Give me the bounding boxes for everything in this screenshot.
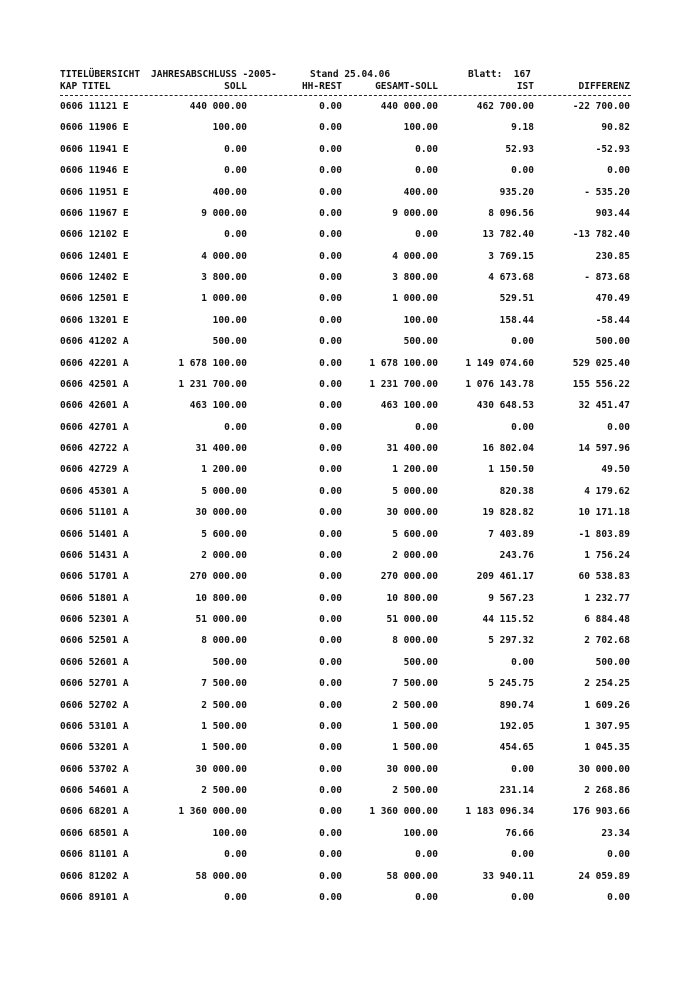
cell-ist: 0.00 bbox=[511, 891, 534, 903]
cell-soll: 2 000.00 bbox=[201, 549, 247, 561]
cell-hhrest: 0.00 bbox=[319, 207, 342, 219]
cell-soll: 7 500.00 bbox=[201, 678, 247, 690]
cell-hhrest: 0.00 bbox=[319, 635, 342, 647]
cell-ist: 5 297.32 bbox=[488, 635, 534, 647]
cell-soll: 1 231 700.00 bbox=[178, 378, 247, 390]
cell-soll: 2 500.00 bbox=[201, 699, 247, 711]
cell-titel: 0606 51101 A bbox=[60, 507, 129, 519]
cell-titel: 0606 42501 A bbox=[60, 378, 129, 390]
cell-gesamtsoll: 10 800.00 bbox=[386, 592, 438, 604]
cell-hhrest: 0.00 bbox=[319, 806, 342, 818]
cell-ist: 9.18 bbox=[511, 122, 534, 134]
col-header-gesamtsoll: GESAMT-SOLL bbox=[375, 81, 438, 92]
cell-differenz: 30 000.00 bbox=[578, 763, 630, 775]
cell-gesamtsoll: 1 200.00 bbox=[392, 464, 438, 476]
table-row bbox=[0, 593, 700, 614]
cell-ist: 243.76 bbox=[499, 549, 534, 561]
table-row bbox=[0, 571, 700, 592]
cell-titel: 0606 11951 E bbox=[60, 186, 129, 198]
table-row bbox=[0, 187, 700, 208]
cell-gesamtsoll: 31 400.00 bbox=[386, 443, 438, 454]
cell-gesamtsoll: 7 500.00 bbox=[392, 678, 438, 690]
cell-gesamtsoll: 58 000.00 bbox=[386, 870, 438, 882]
cell-gesamtsoll: 30 000.00 bbox=[386, 507, 438, 519]
cell-differenz: 529 025.40 bbox=[572, 357, 630, 369]
report-name: JAHRESABSCHLUSS -2005- bbox=[151, 69, 277, 80]
cell-differenz: 23.34 bbox=[601, 827, 630, 839]
cell-differenz: -52.93 bbox=[595, 143, 630, 155]
table-row bbox=[0, 358, 700, 379]
cell-hhrest: 0.00 bbox=[319, 763, 342, 775]
table-row bbox=[0, 293, 700, 314]
cell-soll: 1 360 000.00 bbox=[178, 806, 247, 818]
table-row bbox=[0, 678, 700, 699]
cell-titel: 0606 11967 E bbox=[60, 207, 129, 219]
cell-differenz: - 873.68 bbox=[584, 272, 630, 283]
cell-gesamtsoll: 51 000.00 bbox=[386, 614, 438, 625]
cell-gesamtsoll: 1 500.00 bbox=[392, 742, 438, 754]
cell-hhrest: 0.00 bbox=[319, 742, 342, 754]
cell-gesamtsoll: 9 000.00 bbox=[392, 207, 438, 219]
cell-ist: 0.00 bbox=[511, 336, 534, 348]
cell-titel: 0606 42729 A bbox=[60, 464, 129, 476]
table-row bbox=[0, 806, 700, 827]
cell-titel: 0606 11906 E bbox=[60, 122, 129, 134]
cell-differenz: - 535.20 bbox=[584, 186, 630, 198]
cell-gesamtsoll: 500.00 bbox=[403, 656, 438, 668]
cell-soll: 500.00 bbox=[212, 656, 247, 668]
cell-differenz: 2 702.68 bbox=[584, 635, 630, 647]
cell-gesamtsoll: 2 500.00 bbox=[392, 785, 438, 796]
cell-gesamtsoll: 440 000.00 bbox=[380, 101, 438, 112]
table-row bbox=[0, 208, 700, 229]
cell-soll: 100.00 bbox=[212, 314, 247, 326]
cell-titel: 0606 81202 A bbox=[60, 870, 129, 882]
cell-hhrest: 0.00 bbox=[319, 656, 342, 668]
cell-differenz: 0.00 bbox=[607, 421, 630, 433]
cell-ist: 1 149 074.60 bbox=[465, 357, 534, 369]
cell-gesamtsoll: 400.00 bbox=[403, 186, 438, 198]
cell-gesamtsoll: 100.00 bbox=[403, 122, 438, 134]
page-number: Blatt: 167 bbox=[468, 69, 531, 80]
cell-differenz: 2 254.25 bbox=[584, 678, 630, 690]
cell-gesamtsoll: 0.00 bbox=[415, 421, 438, 433]
cell-soll: 1 678 100.00 bbox=[178, 357, 247, 369]
table-row bbox=[0, 400, 700, 421]
cell-ist: 529.51 bbox=[499, 293, 534, 305]
cell-soll: 0.00 bbox=[224, 229, 247, 241]
cell-ist: 1 150.50 bbox=[488, 464, 534, 476]
cell-hhrest: 0.00 bbox=[319, 849, 342, 861]
cell-differenz: 1 307.95 bbox=[584, 720, 630, 732]
cell-titel: 0606 54601 A bbox=[60, 785, 129, 796]
cell-differenz: -13 782.40 bbox=[572, 229, 630, 241]
cell-differenz: 500.00 bbox=[595, 336, 630, 348]
cell-ist: 5 245.75 bbox=[488, 678, 534, 690]
cell-differenz: 49.50 bbox=[601, 464, 630, 476]
cell-ist: 76.66 bbox=[505, 827, 534, 839]
cell-hhrest: 0.00 bbox=[319, 250, 342, 262]
cell-ist: 9 567.23 bbox=[488, 592, 534, 604]
cell-titel: 0606 53101 A bbox=[60, 720, 129, 732]
cell-gesamtsoll: 1 678 100.00 bbox=[369, 357, 438, 369]
table-row bbox=[0, 144, 700, 165]
cell-soll: 1 500.00 bbox=[201, 742, 247, 754]
cell-ist: 0.00 bbox=[511, 763, 534, 775]
cell-ist: 158.44 bbox=[499, 314, 534, 326]
cell-soll: 270 000.00 bbox=[189, 571, 247, 583]
table-row bbox=[0, 443, 700, 464]
cell-titel: 0606 12402 E bbox=[60, 272, 129, 283]
cell-ist: 13 782.40 bbox=[482, 229, 534, 241]
cell-ist: 33 940.11 bbox=[482, 870, 534, 882]
cell-ist: 0.00 bbox=[511, 656, 534, 668]
cell-hhrest: 0.00 bbox=[319, 143, 342, 155]
cell-ist: 0.00 bbox=[511, 165, 534, 177]
cell-soll: 100.00 bbox=[212, 827, 247, 839]
cell-differenz: 0.00 bbox=[607, 891, 630, 903]
cell-hhrest: 0.00 bbox=[319, 528, 342, 540]
cell-soll: 100.00 bbox=[212, 122, 247, 134]
cell-differenz: 500.00 bbox=[595, 656, 630, 668]
cell-soll: 31 400.00 bbox=[195, 443, 247, 454]
cell-soll: 0.00 bbox=[224, 849, 247, 861]
cell-hhrest: 0.00 bbox=[319, 122, 342, 134]
table-row bbox=[0, 507, 700, 528]
cell-titel: 0606 53702 A bbox=[60, 763, 129, 775]
cell-ist: 454.65 bbox=[499, 742, 534, 754]
col-header-kap: KAP bbox=[60, 81, 78, 92]
cell-hhrest: 0.00 bbox=[319, 891, 342, 903]
cell-ist: 0.00 bbox=[511, 421, 534, 433]
table-row bbox=[0, 721, 700, 742]
report-date: Stand 25.04.06 bbox=[310, 69, 391, 80]
cell-titel: 0606 45301 A bbox=[60, 485, 129, 497]
cell-ist: 3 769.15 bbox=[488, 250, 534, 262]
cell-hhrest: 0.00 bbox=[319, 827, 342, 839]
table-row bbox=[0, 165, 700, 186]
cell-hhrest: 0.00 bbox=[319, 421, 342, 433]
cell-titel: 0606 42201 A bbox=[60, 357, 129, 369]
cell-gesamtsoll: 100.00 bbox=[403, 314, 438, 326]
cell-ist: 935.20 bbox=[499, 186, 534, 198]
cell-ist: 430 648.53 bbox=[476, 400, 534, 412]
cell-differenz: 32 451.47 bbox=[578, 400, 630, 412]
table-row bbox=[0, 336, 700, 357]
table-row bbox=[0, 379, 700, 400]
report-title: TITELÜBERSICHT bbox=[60, 69, 141, 80]
table-row bbox=[0, 101, 700, 122]
cell-hhrest: 0.00 bbox=[319, 400, 342, 412]
cell-differenz: 230.85 bbox=[595, 250, 630, 262]
table-row bbox=[0, 251, 700, 272]
cell-gesamtsoll: 0.00 bbox=[415, 165, 438, 177]
table-row bbox=[0, 785, 700, 806]
report-table-body bbox=[0, 101, 700, 913]
table-row bbox=[0, 422, 700, 443]
cell-soll: 30 000.00 bbox=[195, 507, 247, 519]
cell-hhrest: 0.00 bbox=[319, 101, 342, 112]
cell-titel: 0606 51701 A bbox=[60, 571, 129, 583]
cell-soll: 58 000.00 bbox=[195, 870, 247, 882]
cell-soll: 0.00 bbox=[224, 165, 247, 177]
table-row bbox=[0, 828, 700, 849]
cell-titel: 0606 51401 A bbox=[60, 528, 129, 540]
cell-ist: 19 828.82 bbox=[482, 507, 534, 519]
col-header-titel: TITEL bbox=[82, 81, 111, 92]
cell-hhrest: 0.00 bbox=[319, 571, 342, 583]
cell-ist: 44 115.52 bbox=[482, 614, 534, 625]
table-row bbox=[0, 315, 700, 336]
cell-soll: 1 500.00 bbox=[201, 720, 247, 732]
table-row bbox=[0, 464, 700, 485]
cell-differenz: 903.44 bbox=[595, 207, 630, 219]
cell-hhrest: 0.00 bbox=[319, 699, 342, 711]
table-row bbox=[0, 529, 700, 550]
table-row bbox=[0, 272, 700, 293]
cell-soll: 8 000.00 bbox=[201, 635, 247, 647]
cell-soll: 0.00 bbox=[224, 421, 247, 433]
cell-titel: 0606 11941 E bbox=[60, 143, 129, 155]
cell-ist: 16 802.04 bbox=[482, 443, 534, 454]
cell-differenz: 176 903.66 bbox=[572, 806, 630, 818]
cell-hhrest: 0.00 bbox=[319, 314, 342, 326]
cell-differenz: 0.00 bbox=[607, 165, 630, 177]
table-row bbox=[0, 764, 700, 785]
cell-soll: 2 500.00 bbox=[201, 785, 247, 796]
cell-gesamtsoll: 2 500.00 bbox=[392, 699, 438, 711]
cell-gesamtsoll: 0.00 bbox=[415, 849, 438, 861]
cell-soll: 10 800.00 bbox=[195, 592, 247, 604]
cell-titel: 0606 53201 A bbox=[60, 742, 129, 754]
cell-soll: 5 600.00 bbox=[201, 528, 247, 540]
cell-differenz: 2 268.86 bbox=[584, 785, 630, 796]
cell-gesamtsoll: 5 000.00 bbox=[392, 485, 438, 497]
cell-titel: 0606 42601 A bbox=[60, 400, 129, 412]
cell-soll: 463 100.00 bbox=[189, 400, 247, 412]
cell-ist: 52.93 bbox=[505, 143, 534, 155]
cell-ist: 7 403.89 bbox=[488, 528, 534, 540]
cell-differenz: 90.82 bbox=[601, 122, 630, 134]
cell-ist: 209 461.17 bbox=[476, 571, 534, 583]
cell-titel: 0606 89101 A bbox=[60, 891, 129, 903]
cell-soll: 0.00 bbox=[224, 143, 247, 155]
cell-hhrest: 0.00 bbox=[319, 336, 342, 348]
cell-gesamtsoll: 100.00 bbox=[403, 827, 438, 839]
col-header-ist: IST bbox=[516, 81, 534, 92]
column-headers bbox=[0, 81, 700, 93]
cell-gesamtsoll: 1 231 700.00 bbox=[369, 378, 438, 390]
cell-differenz: -22 700.00 bbox=[572, 101, 630, 112]
cell-hhrest: 0.00 bbox=[319, 293, 342, 305]
cell-gesamtsoll: 0.00 bbox=[415, 143, 438, 155]
cell-soll: 440 000.00 bbox=[189, 101, 247, 112]
cell-differenz: -58.44 bbox=[595, 314, 630, 326]
cell-soll: 400.00 bbox=[212, 186, 247, 198]
cell-differenz: 6 884.48 bbox=[584, 614, 630, 625]
cell-titel: 0606 12401 E bbox=[60, 250, 129, 262]
cell-soll: 1 000.00 bbox=[201, 293, 247, 305]
cell-titel: 0606 68501 A bbox=[60, 827, 129, 839]
cell-gesamtsoll: 1 000.00 bbox=[392, 293, 438, 305]
table-row bbox=[0, 229, 700, 250]
table-row bbox=[0, 550, 700, 571]
cell-differenz: 24 059.89 bbox=[578, 870, 630, 882]
table-row bbox=[0, 700, 700, 721]
col-header-hhrest: HH-REST bbox=[301, 81, 342, 92]
cell-hhrest: 0.00 bbox=[319, 378, 342, 390]
cell-differenz: 14 597.96 bbox=[578, 443, 630, 454]
col-header-differenz: DIFFERENZ bbox=[578, 81, 630, 92]
cell-hhrest: 0.00 bbox=[319, 592, 342, 604]
cell-titel: 0606 11946 E bbox=[60, 165, 129, 177]
cell-gesamtsoll: 500.00 bbox=[403, 336, 438, 348]
table-row bbox=[0, 635, 700, 656]
cell-gesamtsoll: 1 360 000.00 bbox=[369, 806, 438, 818]
cell-soll: 500.00 bbox=[212, 336, 247, 348]
cell-soll: 51 000.00 bbox=[195, 614, 247, 625]
cell-ist: 4 673.68 bbox=[488, 272, 534, 283]
cell-soll: 1 200.00 bbox=[201, 464, 247, 476]
cell-differenz: 1 232.77 bbox=[584, 592, 630, 604]
cell-hhrest: 0.00 bbox=[319, 614, 342, 625]
col-header-soll: SOLL bbox=[224, 81, 247, 92]
cell-differenz: -1 803.89 bbox=[578, 528, 630, 540]
cell-soll: 3 800.00 bbox=[201, 272, 247, 283]
table-row bbox=[0, 657, 700, 678]
cell-hhrest: 0.00 bbox=[319, 272, 342, 283]
cell-titel: 0606 42701 A bbox=[60, 421, 129, 433]
cell-gesamtsoll: 0.00 bbox=[415, 229, 438, 241]
cell-hhrest: 0.00 bbox=[319, 678, 342, 690]
cell-differenz: 10 171.18 bbox=[578, 507, 630, 519]
cell-hhrest: 0.00 bbox=[319, 443, 342, 454]
cell-titel: 0606 52501 A bbox=[60, 635, 129, 647]
cell-ist: 890.74 bbox=[499, 699, 534, 711]
cell-differenz: 4 179.62 bbox=[584, 485, 630, 497]
cell-differenz: 60 538.83 bbox=[578, 571, 630, 583]
cell-hhrest: 0.00 bbox=[319, 720, 342, 732]
cell-titel: 0606 42722 A bbox=[60, 443, 129, 454]
cell-differenz: 0.00 bbox=[607, 849, 630, 861]
cell-titel: 0606 51431 A bbox=[60, 549, 129, 561]
cell-titel: 0606 12501 E bbox=[60, 293, 129, 305]
cell-titel: 0606 52601 A bbox=[60, 656, 129, 668]
cell-soll: 0.00 bbox=[224, 891, 247, 903]
cell-ist: 0.00 bbox=[511, 849, 534, 861]
cell-ist: 1 183 096.34 bbox=[465, 806, 534, 818]
cell-titel: 0606 52701 A bbox=[60, 678, 129, 690]
cell-gesamtsoll: 0.00 bbox=[415, 891, 438, 903]
cell-ist: 462 700.00 bbox=[476, 101, 534, 112]
header-separator bbox=[60, 95, 631, 96]
report-header-line-1 bbox=[0, 69, 700, 81]
cell-titel: 0606 51801 A bbox=[60, 592, 129, 604]
cell-ist: 1 076 143.78 bbox=[465, 378, 534, 390]
cell-ist: 820.38 bbox=[499, 485, 534, 497]
cell-hhrest: 0.00 bbox=[319, 507, 342, 519]
cell-soll: 9 000.00 bbox=[201, 207, 247, 219]
cell-ist: 192.05 bbox=[499, 720, 534, 732]
table-row bbox=[0, 871, 700, 892]
cell-gesamtsoll: 8 000.00 bbox=[392, 635, 438, 647]
cell-hhrest: 0.00 bbox=[319, 229, 342, 241]
cell-soll: 5 000.00 bbox=[201, 485, 247, 497]
table-row bbox=[0, 892, 700, 913]
cell-hhrest: 0.00 bbox=[319, 186, 342, 198]
table-row bbox=[0, 742, 700, 763]
cell-hhrest: 0.00 bbox=[319, 785, 342, 796]
cell-titel: 0606 41202 A bbox=[60, 336, 129, 348]
cell-differenz: 1 756.24 bbox=[584, 549, 630, 561]
cell-gesamtsoll: 4 000.00 bbox=[392, 250, 438, 262]
cell-gesamtsoll: 3 800.00 bbox=[392, 272, 438, 283]
cell-hhrest: 0.00 bbox=[319, 165, 342, 177]
cell-titel: 0606 52702 A bbox=[60, 699, 129, 711]
cell-gesamtsoll: 2 000.00 bbox=[392, 549, 438, 561]
cell-titel: 0606 12102 E bbox=[60, 229, 129, 241]
cell-hhrest: 0.00 bbox=[319, 357, 342, 369]
cell-gesamtsoll: 463 100.00 bbox=[380, 400, 438, 412]
cell-differenz: 1 045.35 bbox=[584, 742, 630, 754]
cell-gesamtsoll: 1 500.00 bbox=[392, 720, 438, 732]
cell-gesamtsoll: 5 600.00 bbox=[392, 528, 438, 540]
cell-soll: 30 000.00 bbox=[195, 763, 247, 775]
table-row bbox=[0, 849, 700, 870]
cell-hhrest: 0.00 bbox=[319, 870, 342, 882]
cell-ist: 8 096.56 bbox=[488, 207, 534, 219]
cell-differenz: 1 609.26 bbox=[584, 699, 630, 711]
cell-titel: 0606 52301 A bbox=[60, 614, 129, 625]
cell-differenz: 155 556.22 bbox=[572, 378, 630, 390]
cell-hhrest: 0.00 bbox=[319, 464, 342, 476]
table-row bbox=[0, 486, 700, 507]
cell-gesamtsoll: 270 000.00 bbox=[380, 571, 438, 583]
cell-hhrest: 0.00 bbox=[319, 485, 342, 497]
cell-titel: 0606 81101 A bbox=[60, 849, 129, 861]
cell-gesamtsoll: 30 000.00 bbox=[386, 763, 438, 775]
cell-titel: 0606 11121 E bbox=[60, 101, 129, 112]
cell-titel: 0606 13201 E bbox=[60, 314, 129, 326]
cell-differenz: 470.49 bbox=[595, 293, 630, 305]
cell-hhrest: 0.00 bbox=[319, 549, 342, 561]
table-row bbox=[0, 122, 700, 143]
cell-ist: 231.14 bbox=[499, 785, 534, 796]
cell-soll: 4 000.00 bbox=[201, 250, 247, 262]
cell-titel: 0606 68201 A bbox=[60, 806, 129, 818]
table-row bbox=[0, 614, 700, 635]
